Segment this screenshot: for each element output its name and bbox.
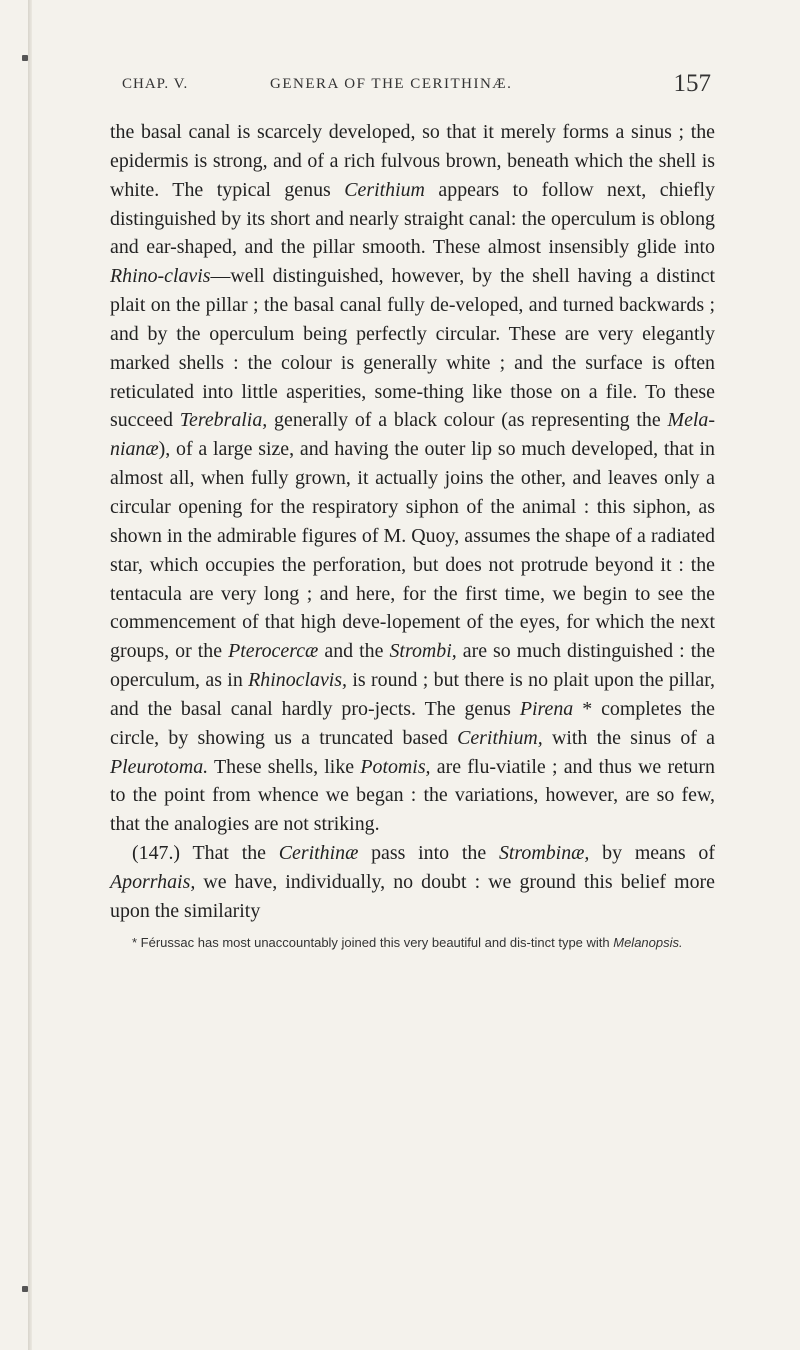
running-header	[110, 70, 715, 110]
body-text	[110, 118, 715, 926]
italic-term: Pleurotoma.	[110, 755, 209, 778]
text-run: is round ; but there is no plait upon the pillar, and the basal canal hardly pro-jects. The genus	[110, 669, 716, 720]
italic-term: Pirena	[519, 697, 574, 720]
text-run: are so much distinguished : the operculum, as in	[110, 640, 716, 692]
text-run: by means of	[589, 842, 715, 865]
text-run: and the	[318, 640, 390, 663]
book-page	[110, 70, 715, 952]
italic-term: Rhino-clavis	[110, 265, 211, 288]
text-run: generally of a black colour (as representing the	[267, 409, 668, 432]
text-run: * Férussac has most unaccountably joined this very beautiful and dis-tinct type with	[132, 934, 614, 950]
text-run: pass into the	[358, 842, 499, 865]
italic-term: Aporrhais,	[110, 870, 196, 893]
italic-term: Strombi,	[389, 640, 457, 663]
italic-term: Potomis,	[360, 755, 431, 778]
text-run: (147.) That the	[132, 842, 279, 865]
paragraph	[110, 839, 715, 926]
text-run: ), of a large size, and having the outer lip so much developed, that in almost all, when fully grown, it actually joins the other, and leaves only a circular opening for the respiratory siphon of the animal : this siphon, as shown in the admirable figures of M. Quoy, assumes the shape of a radiated star, which occupies the perforation, but does not protrude beyond it : the tentacula are very long ; and here, for the first time, we begin to see the commencement of that high deve-lopement of the eyes, for which the next groups, or the	[110, 438, 715, 663]
text-run: we have, individually, no doubt : we ground this belief more upon the similarity	[110, 870, 715, 922]
text-run: These shells, like	[208, 755, 361, 778]
italic-term: Cerithium,	[457, 726, 543, 749]
scan-mark	[22, 1286, 28, 1292]
italic-term: Cerithium	[344, 178, 425, 201]
italic-term: Mela-nianæ	[110, 409, 715, 461]
page-number: 157	[673, 70, 711, 97]
paragraph	[110, 118, 715, 839]
italic-term: Rhinoclavis,	[248, 669, 348, 692]
text-run: the basal canal is scarcely developed, so that it merely forms a sinus ; the epidermis is strong, and of a rich fulvous brown, beneath which the shell is white. The typical genus	[110, 121, 715, 201]
italic-term: Terebralia,	[179, 409, 268, 432]
scan-edge	[28, 0, 32, 1350]
scan-mark	[22, 55, 28, 61]
italic-term: Cerithinæ	[278, 842, 359, 865]
italic-term: Pterocercæ	[228, 640, 319, 663]
chapter-label: CHAP. V.	[122, 76, 189, 92]
italic-term: Melanopsis.	[613, 934, 683, 950]
text-run: * completes the circle, by showing us a truncated based	[110, 697, 715, 749]
running-title: GENERA OF THE CERITHINÆ.	[270, 76, 513, 92]
text-run: —well distinguished, however, by the shell having a distinct plait on the pillar ; the basal canal fully de-veloped, and turned backwards ; and by the operculum being perfectly circular. These are very elegantly marked shells : the colour is generally white ; and the surface is often reticulated into little asperities, some-thing like those on a file. To these succeed	[110, 265, 715, 432]
footnote	[110, 934, 715, 952]
italic-term: Strombinæ,	[498, 842, 590, 865]
text-run: with the sinus of a	[542, 726, 716, 749]
text-run: appears to follow next, chiefly distinguished by its short and nearly straight canal: the operculum is oblong and ear-shaped, and the pillar smooth. These almost insensibly glide into	[110, 178, 715, 259]
text-run: are flu-viatile ; and thus we return to the point from whence we began : the variations, however, are so few, that the analogies are not striking.	[110, 755, 715, 836]
